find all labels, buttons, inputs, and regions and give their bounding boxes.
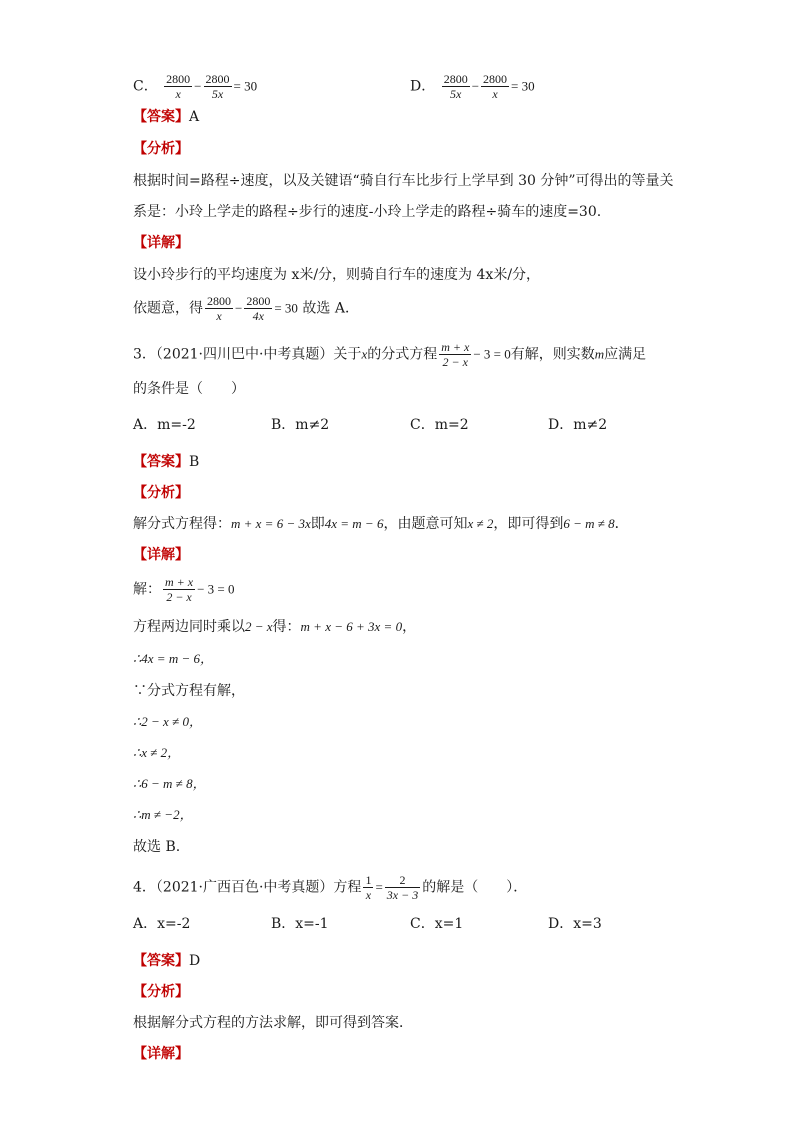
q3-detail-line3: ∴4x = m − 6， bbox=[133, 651, 213, 666]
denominator: 3x − 3 bbox=[386, 888, 419, 902]
q3-stem-line1 bbox=[133, 340, 646, 369]
minus-sign: − bbox=[235, 300, 243, 316]
text: 的解是（ ）． bbox=[422, 879, 528, 896]
math: 2 − x bbox=[245, 619, 273, 634]
answer-label: 【答案】 bbox=[133, 109, 189, 125]
q4-stem bbox=[133, 873, 527, 902]
option-prefix: D． bbox=[410, 78, 436, 95]
analysis-label: 【分析】 bbox=[133, 984, 189, 1000]
numerator: 2800 bbox=[205, 72, 230, 86]
q4-option-d: D．x=3 bbox=[548, 916, 602, 932]
fraction bbox=[204, 72, 232, 101]
q4-option-c: C．x=1 bbox=[410, 916, 464, 932]
q3-answer-line bbox=[133, 453, 199, 471]
numerator: 2 bbox=[385, 873, 420, 888]
q3-detail-line9: 故选 B. bbox=[133, 839, 181, 855]
denominator: x bbox=[365, 888, 372, 902]
answer-value: A bbox=[189, 109, 200, 125]
q3-option-a: A．m=-2 bbox=[133, 417, 196, 433]
fraction bbox=[244, 294, 272, 323]
text: 4．（2021·广西百色·中考真题）方程 bbox=[133, 879, 362, 896]
denominator: 2 − x bbox=[442, 355, 468, 369]
denominator: 5x bbox=[450, 87, 462, 101]
q3-analysis-label bbox=[133, 484, 189, 502]
denominator: 4x bbox=[252, 309, 264, 323]
numerator: 2800 bbox=[207, 294, 231, 308]
numerator: 1 bbox=[365, 873, 372, 887]
detail-label: 【详解】 bbox=[133, 1046, 189, 1062]
variable: x bbox=[361, 346, 368, 362]
q3-option-b: B．m≠2 bbox=[271, 417, 330, 433]
q3-detail-line5: ∴2 − x ≠ 0， bbox=[133, 714, 202, 729]
variable: m bbox=[594, 346, 605, 362]
fraction bbox=[205, 294, 233, 323]
analysis-label: 【分析】 bbox=[133, 485, 189, 501]
q3-option-c: C．m=2 bbox=[410, 417, 469, 433]
text: ． bbox=[614, 516, 629, 532]
option-c-q2 bbox=[133, 72, 257, 101]
denominator: x bbox=[216, 309, 222, 323]
equation-rhs: = 30 bbox=[511, 78, 535, 94]
q4-analysis-label bbox=[133, 983, 189, 1001]
math: 4x = m − 6 bbox=[324, 516, 384, 531]
text: 依题意，得 bbox=[133, 300, 203, 317]
q2-analysis-line1: 根据时间=路程÷速度，以及关键语“骑自行车比步行上学早到 30 分钟”可得出的等量关 bbox=[133, 173, 674, 189]
option-d-q2 bbox=[410, 72, 535, 101]
text: 即 bbox=[310, 516, 325, 532]
text: 方程两边同时乘以 bbox=[133, 619, 245, 635]
numerator: 2800 bbox=[443, 72, 468, 86]
math: m + x − 6 + 3x = 0 bbox=[300, 619, 403, 634]
q3-stem-line2: 的条件是（ ） bbox=[133, 381, 245, 397]
numerator: m + x bbox=[165, 575, 194, 589]
detail-label: 【详解】 bbox=[133, 235, 189, 251]
answer-label: 【答案】 bbox=[133, 454, 189, 470]
numerator: 2800 bbox=[483, 72, 508, 86]
q2-detail-line2 bbox=[133, 294, 359, 323]
text: 应满足 bbox=[604, 346, 647, 363]
q2-answer-line bbox=[133, 108, 199, 126]
math: 6 − m ≠ 8 bbox=[563, 516, 615, 531]
text: 得： bbox=[272, 619, 301, 635]
detail-label: 【详解】 bbox=[133, 547, 189, 563]
equation-rest: − 3 = 0 bbox=[473, 346, 511, 362]
text: ， bbox=[402, 619, 417, 635]
q3-detail-line8: ∴m ≠ −2， bbox=[133, 807, 193, 822]
answer-label: 【答案】 bbox=[133, 953, 189, 969]
math: m + x = 6 − 3x bbox=[231, 516, 311, 531]
q2-analysis-label bbox=[133, 140, 189, 158]
q2-detail-line1: 设小玲步行的平均速度为 x米/分，则骑自行车的速度为 4x米/分， bbox=[133, 267, 541, 283]
answer-value: B bbox=[189, 454, 200, 470]
denominator: 5x bbox=[211, 87, 224, 101]
q3-detail-line7: ∴6 − m ≠ 8， bbox=[133, 776, 206, 791]
equals-sign: = bbox=[375, 879, 383, 895]
analysis-label: 【分析】 bbox=[133, 141, 189, 157]
text: ，由题意可知 bbox=[383, 516, 468, 532]
numerator: m + x bbox=[441, 340, 470, 354]
q3-detail-line2 bbox=[133, 618, 416, 636]
q4-option-b: B．x=-1 bbox=[271, 916, 329, 932]
minus-sign: − bbox=[471, 78, 480, 94]
q4-detail-label bbox=[133, 1045, 189, 1063]
equation-rhs: = 30 bbox=[233, 78, 258, 94]
fraction bbox=[164, 72, 192, 101]
denominator: x bbox=[175, 87, 181, 101]
fraction bbox=[481, 72, 509, 101]
equation-rest: − 3 = 0 bbox=[197, 581, 235, 597]
text: 有解，则实数 bbox=[510, 346, 595, 363]
numerator: 2800 bbox=[246, 294, 271, 308]
denominator: 2 − x bbox=[166, 590, 192, 604]
fraction bbox=[163, 575, 195, 604]
q3-detail-line6: ∴x ≠ 2， bbox=[133, 745, 181, 760]
text: 故选 A． bbox=[297, 300, 359, 317]
q3-detail-label bbox=[133, 546, 189, 564]
text: 解： bbox=[133, 581, 161, 598]
option-prefix: C． bbox=[133, 78, 158, 95]
fraction bbox=[363, 873, 373, 902]
q4-option-a: A．x=-2 bbox=[133, 916, 191, 932]
fraction bbox=[439, 340, 471, 369]
fraction bbox=[442, 72, 470, 101]
numerator: 2800 bbox=[166, 72, 191, 86]
q3-analysis-line bbox=[133, 515, 629, 533]
equation-rhs: = 30 bbox=[274, 300, 298, 316]
q3-detail-line4: ∵分式方程有解， bbox=[133, 683, 245, 699]
answer-value: D bbox=[189, 953, 201, 969]
text: 的分式方程 bbox=[367, 346, 438, 363]
text: 解分式方程得： bbox=[133, 516, 231, 532]
text: ，即可得到 bbox=[493, 516, 564, 532]
q2-analysis-line2: 系是：小玲上学走的路程÷步行的速度-小玲上学走的路程÷骑车的速度=30. bbox=[133, 204, 602, 220]
q4-analysis-line: 根据解分式方程的方法求解，即可得到答案． bbox=[133, 1015, 413, 1031]
q2-detail-label bbox=[133, 234, 189, 252]
q3-option-d: D．m≠2 bbox=[548, 417, 608, 433]
math: x ≠ 2 bbox=[467, 516, 494, 531]
text: 3．（2021·四川巴中·中考真题）关于 bbox=[133, 346, 362, 363]
fraction bbox=[385, 873, 420, 902]
denominator: x bbox=[492, 87, 498, 101]
q4-answer-line bbox=[133, 952, 200, 970]
minus-sign: − bbox=[194, 78, 202, 94]
q3-detail-line1 bbox=[133, 575, 235, 604]
